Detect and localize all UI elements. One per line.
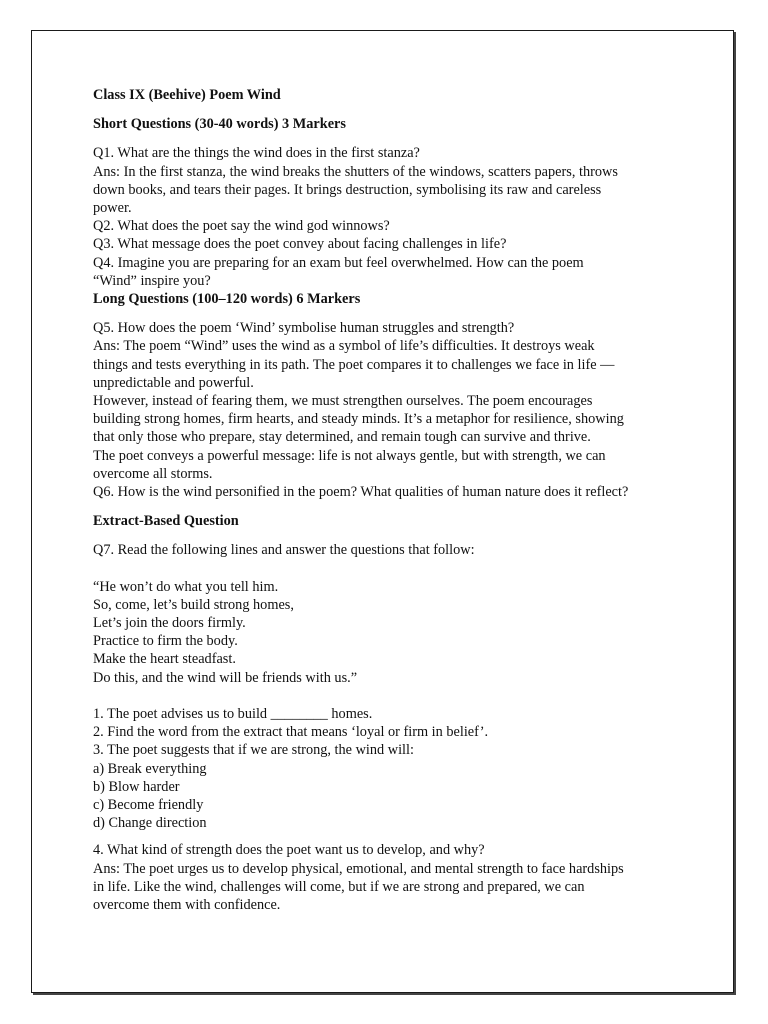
q1-answer-line: down books, and tears their pages. It brings destruction, symbolising its raw and careless <box>93 181 602 198</box>
q6-question: Q6. How is the wind personified in the poem? What qualities of human nature does it reflect? <box>93 484 629 501</box>
q7-4-answer-line: Ans: The poet urges us to develop physical, emotional, and mental strength to face hardships <box>93 860 624 877</box>
q5-answer-line: overcome all storms. <box>93 465 213 482</box>
long-questions-heading: Long Questions (100–120 words) 6 Markers <box>93 291 361 308</box>
q5-answer-line: The poet conveys a powerful message: life is not always gentle, but with strength, we can <box>93 447 606 464</box>
extract-line: So, come, let’s build strong homes, <box>93 596 294 613</box>
q5-question: Q5. How does the poem ‘Wind’ symbolise human struggles and strength? <box>93 320 515 337</box>
extract-line: “He won’t do what you tell him. <box>93 578 279 595</box>
q1-answer-line: power. <box>93 200 132 217</box>
option-b: b) Blow harder <box>93 778 180 795</box>
q4-question-line: Q4. Imagine you are preparing for an exam but feel overwhelmed. How can the poem <box>93 254 584 271</box>
q7-question: Q7. Read the following lines and answer the questions that follow: <box>93 542 475 559</box>
option-d: d) Change direction <box>93 815 207 832</box>
q5-answer-line: unpredictable and powerful. <box>93 374 254 391</box>
extract-line: Do this, and the wind will be friends with us.” <box>93 669 358 686</box>
q5-answer-line: However, instead of fearing them, we must strengthen ourselves. The poem encourages <box>93 393 593 410</box>
extract-line: Make the heart steadfast. <box>93 651 236 668</box>
document-body <box>93 86 683 914</box>
option-c: c) Become friendly <box>93 796 204 813</box>
q5-answer-line: building strong homes, firm hearts, and steady minds. It’s a metaphor for resilience, showing <box>93 411 624 428</box>
q5-answer-line: Ans: The poem “Wind” uses the wind as a symbol of life’s difficulties. It destroys weak <box>93 338 595 355</box>
q1-answer-line: Ans: In the first stanza, the wind breaks the shutters of the windows, scatters papers, throws <box>93 163 618 180</box>
sub-question: 1. The poet advises us to build ________ homes. <box>93 705 373 722</box>
sub-question: 2. Find the word from the extract that means ‘loyal or firm in belief’. <box>93 724 489 741</box>
sub-question: 3. The poet suggests that if we are strong, the wind will: <box>93 742 414 759</box>
q1-question: Q1. What are the things the wind does in the first stanza? <box>93 145 420 162</box>
q5-answer-line: that only those who prepare, stay determined, and remain tough can survive and thrive. <box>93 429 591 446</box>
option-a: a) Break everything <box>93 760 207 777</box>
short-questions-heading: Short Questions (30-40 words) 3 Markers <box>93 116 346 133</box>
q4-question-line: “Wind” inspire you? <box>93 272 211 289</box>
extract-line: Practice to firm the body. <box>93 633 238 650</box>
document-title: Class IX (Beehive) Poem Wind <box>93 87 281 103</box>
q7-4-answer-line: overcome them with confidence. <box>93 896 281 913</box>
q7-4-answer-line: in life. Like the wind, challenges will come, but if we are strong and prepared, we can <box>93 878 585 895</box>
q5-answer-line: things and tests everything in its path. The poet compares it to challenges we face in life — <box>93 356 615 373</box>
q2-question: Q2. What does the poet say the wind god winnows? <box>93 218 390 235</box>
q3-question: Q3. What message does the poet convey about facing challenges in life? <box>93 236 507 253</box>
extract-line: Let’s join the doors firmly. <box>93 615 246 632</box>
extract-heading: Extract-Based Question <box>93 513 239 530</box>
q7-4-question: 4. What kind of strength does the poet want us to develop, and why? <box>93 842 485 859</box>
